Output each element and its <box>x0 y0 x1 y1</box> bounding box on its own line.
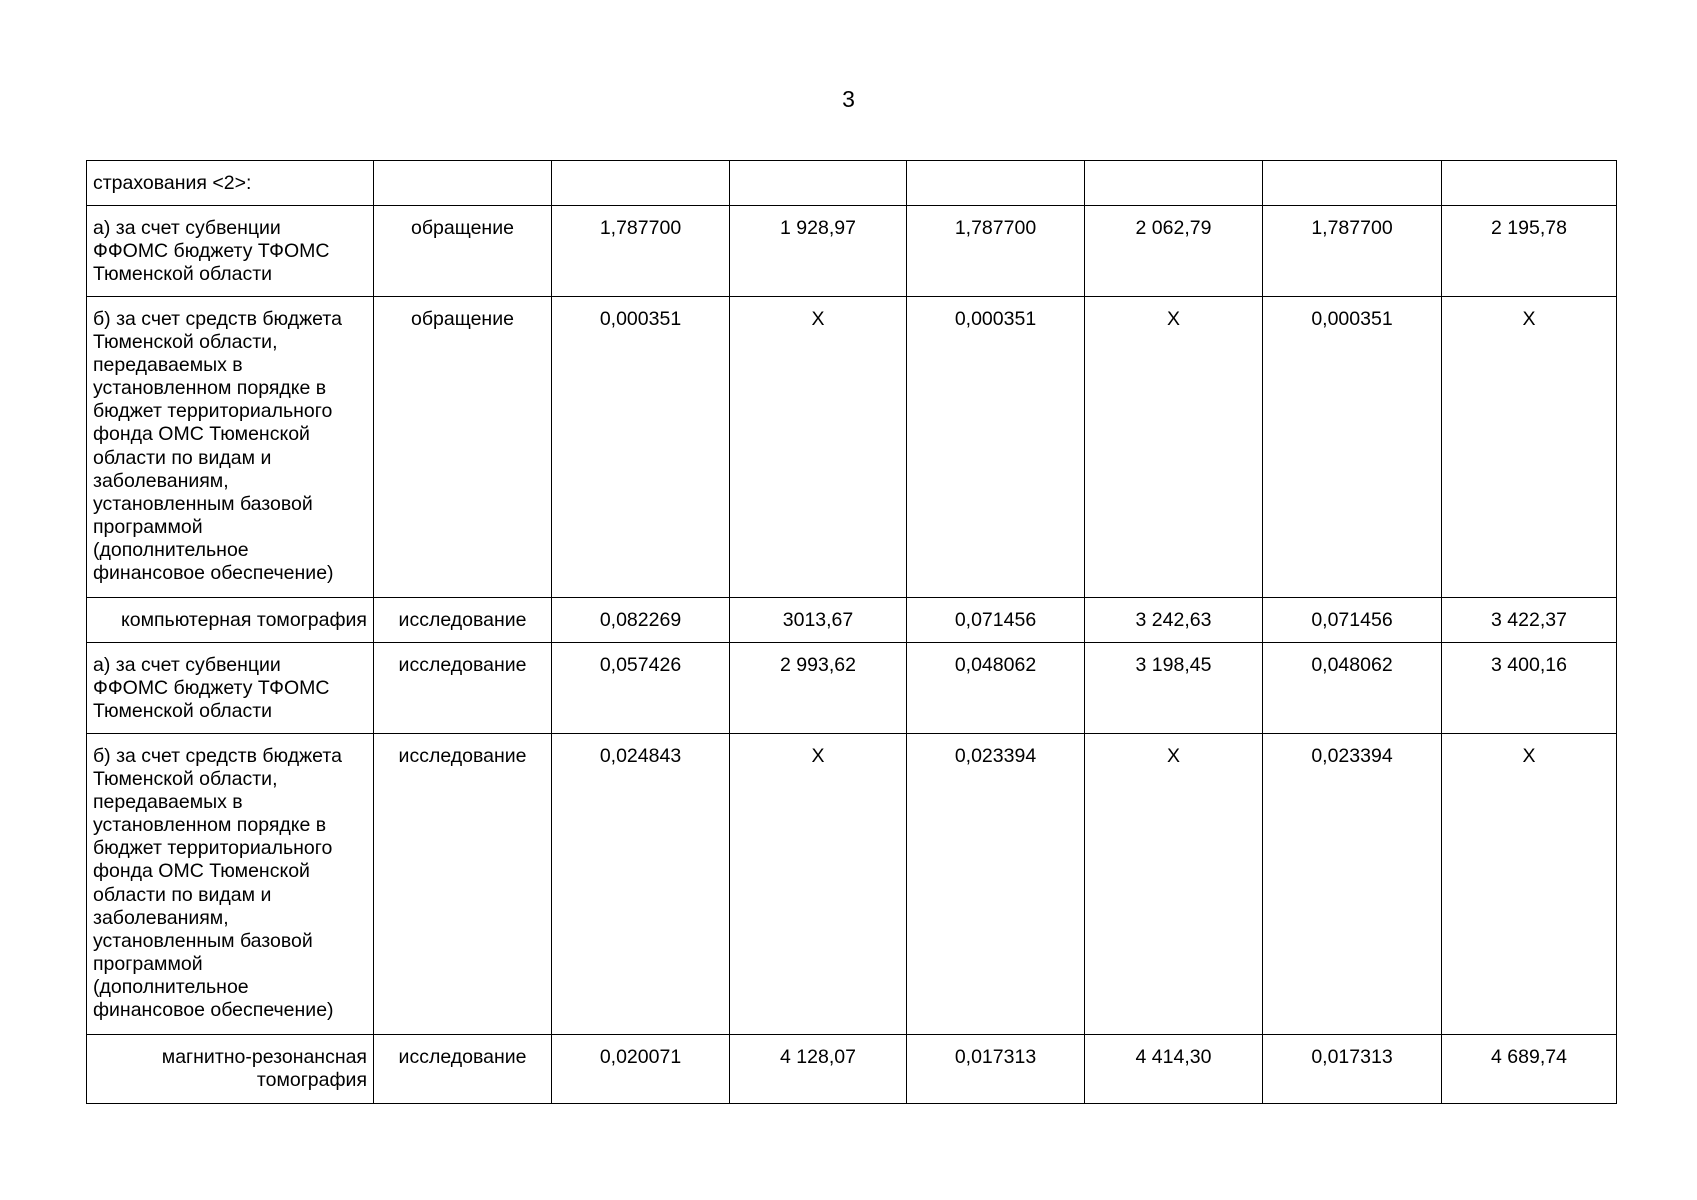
value-cell: 3 422,37 <box>1442 598 1617 643</box>
page-number: 3 <box>842 86 855 112</box>
value-cell: 0,023394 <box>907 734 1085 1035</box>
funding-table <box>86 160 1617 1104</box>
row-name-cell <box>87 1035 374 1104</box>
value-cell: 4 689,74 <box>1442 1035 1617 1104</box>
value-cell: X <box>1442 297 1617 598</box>
value-cell <box>1085 161 1263 206</box>
row-name-cell <box>87 297 374 598</box>
row-name: страхования <2>: <box>93 172 252 194</box>
value-cell: 0,071456 <box>907 598 1085 643</box>
value-cell: 0,023394 <box>1263 734 1442 1035</box>
value-cell: 0,000351 <box>907 297 1085 598</box>
value-cell: 0,057426 <box>552 643 730 734</box>
table-row <box>87 161 1617 206</box>
value-cell <box>730 161 907 206</box>
table-row <box>87 297 1617 598</box>
value-cell: 3013,67 <box>730 598 907 643</box>
row-name: а) за счет субвенции ФФОМС бюджету ТФОМС Тюменской области <box>93 654 330 723</box>
unit-cell: исследование <box>374 598 552 643</box>
value-cell: 0,048062 <box>907 643 1085 734</box>
value-cell <box>1263 161 1442 206</box>
table-row <box>87 598 1617 643</box>
value-cell: X <box>730 734 907 1035</box>
row-name-cell <box>87 598 374 643</box>
row-name: а) за счет субвенции ФФОМС бюджету ТФОМС Тюменской области <box>93 217 330 286</box>
value-cell <box>552 161 730 206</box>
row-name: компьютерная томография <box>120 609 367 631</box>
value-cell: 3 400,16 <box>1442 643 1617 734</box>
unit-cell: исследование <box>374 1035 552 1104</box>
value-cell: 1,787700 <box>1263 206 1442 297</box>
value-cell: 4 414,30 <box>1085 1035 1263 1104</box>
value-cell: 2 195,78 <box>1442 206 1617 297</box>
unit-cell: исследование <box>374 643 552 734</box>
value-cell: 0,048062 <box>1263 643 1442 734</box>
value-cell: 0,000351 <box>1263 297 1442 598</box>
value-cell: 1,787700 <box>552 206 730 297</box>
value-cell <box>1442 161 1617 206</box>
unit-cell: обращение <box>374 297 552 598</box>
unit-cell: исследование <box>374 734 552 1035</box>
value-cell: X <box>1442 734 1617 1035</box>
value-cell: 1,787700 <box>907 206 1085 297</box>
row-name: б) за счет средств бюджета Тюменской области, передаваемых в установленном порядке в бюджет территориального фонда ОМС Тюменской области по видам и заболеваниям, установленным базовой программой (дополнительное финансовое обеспечение) <box>93 308 342 585</box>
value-cell: X <box>1085 297 1263 598</box>
value-cell: 3 198,45 <box>1085 643 1263 734</box>
table-row <box>87 206 1617 297</box>
unit-cell <box>374 161 552 206</box>
value-cell: 0,020071 <box>552 1035 730 1104</box>
value-cell: 4 128,07 <box>730 1035 907 1104</box>
value-cell: X <box>1085 734 1263 1035</box>
row-name-cell <box>87 643 374 734</box>
value-cell: 1 928,97 <box>730 206 907 297</box>
row-name: б) за счет средств бюджета Тюменской области, передаваемых в установленном порядке в бюджет территориального фонда ОМС Тюменской области по видам и заболеваниям, установленным базовой программой (дополнительное финансовое обеспечение) <box>93 745 342 1022</box>
value-cell: 2 062,79 <box>1085 206 1263 297</box>
value-cell: 2 993,62 <box>730 643 907 734</box>
unit-cell: обращение <box>374 206 552 297</box>
row-name-cell <box>87 734 374 1035</box>
value-cell: 0,017313 <box>907 1035 1085 1104</box>
row-name: магнитно-резонансная томография <box>161 1046 367 1092</box>
value-cell: 3 242,63 <box>1085 598 1263 643</box>
row-name-cell <box>87 161 374 206</box>
value-cell: X <box>730 297 907 598</box>
value-cell: 0,017313 <box>1263 1035 1442 1104</box>
value-cell: 0,082269 <box>552 598 730 643</box>
table-row <box>87 734 1617 1035</box>
value-cell: 0,024843 <box>552 734 730 1035</box>
value-cell <box>907 161 1085 206</box>
value-cell: 0,071456 <box>1263 598 1442 643</box>
table-row <box>87 643 1617 734</box>
row-name-cell <box>87 206 374 297</box>
table-row <box>87 1035 1617 1104</box>
value-cell: 0,000351 <box>552 297 730 598</box>
